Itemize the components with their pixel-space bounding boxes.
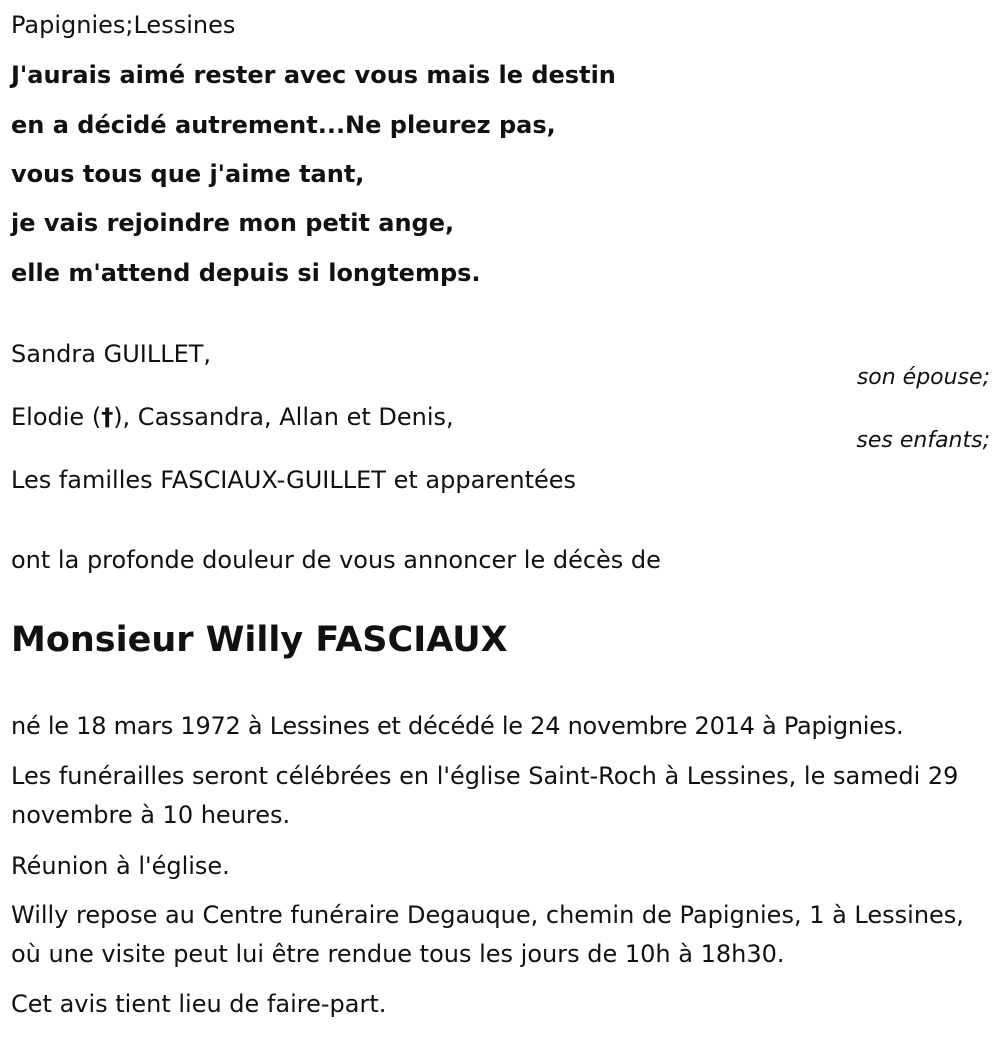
cross-icon: † (101, 403, 114, 431)
funeral-details: Les funérailles seront célébrées en l'église Saint-Roch à Lessines, le samedi 29 novembre à 10 heures. (11, 762, 959, 829)
poem-line-5: elle m'attend depuis si longtemps. (11, 259, 481, 287)
families-line: Les familles FASCIAUX-GUILLET et apparentées (11, 466, 577, 494)
announcement: ont la profonde douleur de vous annoncer le décès de (11, 546, 661, 574)
poem-line-1: J'aurais aimé rester avec vous mais le destin (11, 61, 616, 89)
closing-note: Cet avis tient lieu de faire-part. (11, 990, 387, 1018)
children-first-name: Elodie ( (11, 403, 102, 431)
deceased-name: Monsieur Willy FASCIAUX (11, 620, 508, 660)
poem-line-2: en a décidé autrement...Ne pleurez pas, (11, 111, 556, 139)
birth-death-details: né le 18 mars 1972 à Lessines et décédé le 24 novembre 2014 à Papignies. (11, 712, 904, 740)
spouse-role: son épouse; (856, 365, 990, 390)
poem-line-4: je vais rejoindre mon petit ange, (11, 209, 455, 237)
gathering-details: Réunion à l'église. (11, 852, 230, 880)
poem-line-3: vous tous que j'aime tant, (11, 160, 365, 188)
children-role: ses enfants; (856, 428, 990, 453)
spouse-name: Sandra GUILLET, (11, 340, 212, 368)
visitation-details: Willy repose au Centre funéraire Degauque, chemin de Papignies, 1 à Lessines, où une visite peut lui être rendue tous les jours de 10h à 18h30. (11, 901, 964, 968)
location-header: Papignies;Lessines (11, 11, 236, 39)
children-rest-names: ), Cassandra, Allan et Denis, (113, 403, 454, 431)
children-names (11, 402, 454, 432)
